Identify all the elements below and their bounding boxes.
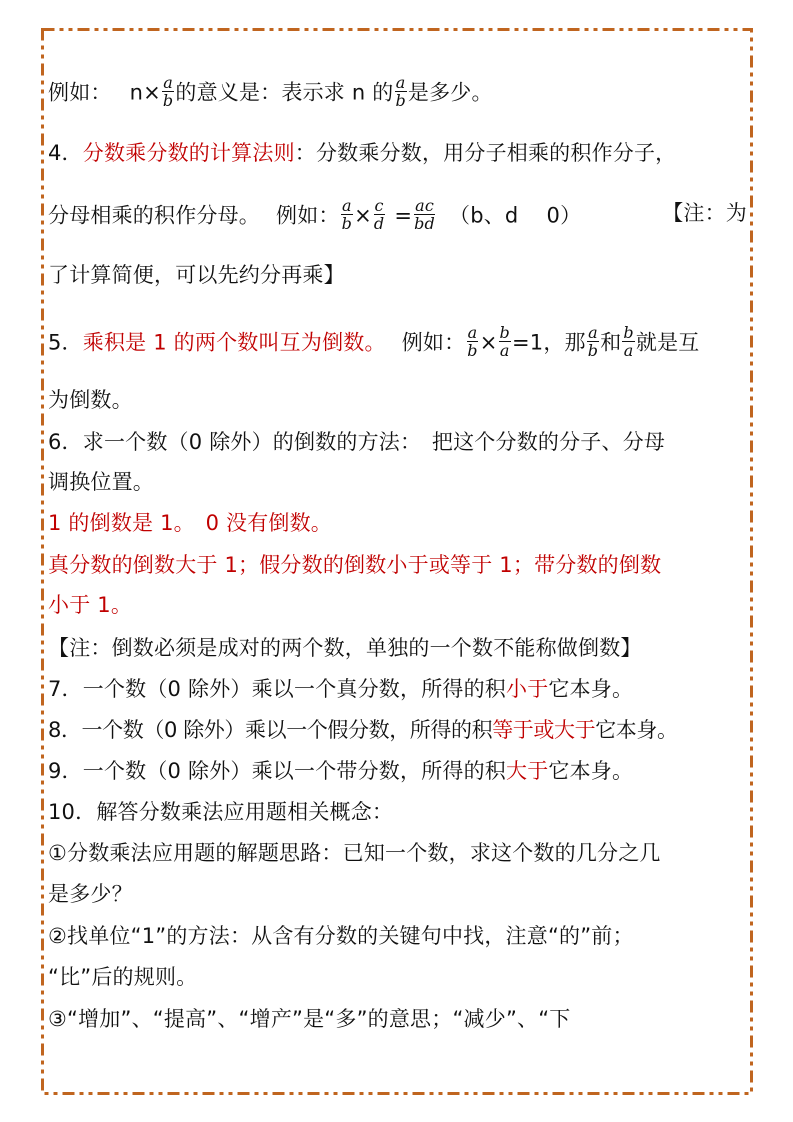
fraction-a-over-b bbox=[341, 197, 353, 232]
denominator: a bbox=[499, 341, 510, 360]
text: ②找单位“1”的方法：从含有分数的关键句中找，注意“的”前； bbox=[48, 924, 634, 948]
numerator: a bbox=[588, 323, 598, 342]
example-line-n-times-fraction bbox=[48, 73, 747, 111]
denominator: d bbox=[373, 214, 385, 233]
fraction-a-over-b bbox=[587, 324, 599, 359]
meaning-text: 的意义是：表示求 n 的 bbox=[175, 80, 394, 105]
numerator: b bbox=[499, 323, 510, 342]
item-8-improper-fraction-rule bbox=[48, 716, 747, 744]
fraction-b-over-a bbox=[499, 324, 511, 359]
item-number: 4． bbox=[48, 141, 83, 165]
text: 调换位置。 bbox=[48, 470, 154, 494]
numerator: ac bbox=[415, 196, 434, 215]
reciprocal-comparison-rule-line-2 bbox=[48, 591, 747, 619]
times-sign: × bbox=[354, 203, 372, 228]
equals-one: =1，那 bbox=[512, 330, 586, 355]
example-label: 例如： bbox=[401, 330, 466, 355]
numerator: b bbox=[623, 323, 634, 342]
denominator: b bbox=[395, 91, 406, 110]
item-9-mixed-number-rule bbox=[48, 757, 747, 785]
denominator: bd bbox=[414, 214, 435, 233]
text: 真分数的倒数大于 1；假分数的倒数小于或等于 1；带分数的倒数 bbox=[48, 553, 662, 577]
text: 10．解答分数乘法应用题相关概念： bbox=[48, 800, 394, 824]
fraction-b-over-a bbox=[622, 324, 634, 359]
item-5-reciprocal-definition bbox=[48, 323, 747, 361]
text: 6．求一个数（0 除外）的倒数的方法： 把这个分数的分子、分母 bbox=[48, 430, 666, 454]
fraction-c-over-d bbox=[373, 197, 385, 232]
text: 7．一个数（0 除外）乘以一个真分数，所得的积 bbox=[48, 677, 506, 701]
item-10-heading bbox=[48, 798, 747, 826]
text: ①分数乘法应用题的解题思路：已知一个数，求这个数的几分之几 bbox=[48, 841, 661, 865]
concept-2-line-2 bbox=[48, 963, 747, 991]
numerator: a bbox=[467, 323, 478, 342]
item-6-reciprocal-method bbox=[48, 428, 747, 456]
item-5-line-2 bbox=[48, 386, 747, 414]
fraction-a-over-b bbox=[466, 324, 478, 359]
reciprocal-of-one-note bbox=[48, 509, 747, 537]
text: 9．一个数（0 除外）乘以一个带分数，所得的积 bbox=[48, 759, 506, 783]
item-4-fraction-multiplication-rule bbox=[48, 139, 747, 167]
reciprocal-comparison-rule bbox=[48, 551, 747, 579]
text: “比”后的规则。 bbox=[48, 965, 198, 989]
fraction-ac-over-bd bbox=[413, 197, 436, 232]
text: ③“增加”、“提高”、“增产”是“多”的意思；“减少”、“下 bbox=[48, 1007, 571, 1031]
denominator: a bbox=[623, 341, 634, 360]
emphasis: 大于 bbox=[506, 759, 549, 783]
item-number: 5． bbox=[48, 330, 83, 355]
text: 是多少？ bbox=[48, 882, 133, 906]
numerator: a bbox=[163, 73, 174, 92]
fraction-a-over-b bbox=[394, 74, 406, 109]
definition-title: 乘积是 1 的两个数叫互为倒数。 bbox=[82, 330, 386, 355]
n-times: n× bbox=[129, 80, 161, 105]
item-6-line-2 bbox=[48, 468, 747, 496]
text: 1 的倒数是 1。 0 没有倒数。 bbox=[48, 511, 333, 535]
item-4-line-2 bbox=[48, 196, 747, 234]
emphasis: 等于或大于 bbox=[492, 718, 596, 742]
fraction-a-over-b bbox=[162, 74, 174, 109]
condition-text: （b、d 0） bbox=[449, 203, 582, 228]
text: 【注：倒数必须是成对的两个数，单独的一个数不能称做倒数】 bbox=[48, 636, 642, 660]
reciprocal-pair-note bbox=[48, 634, 747, 662]
concept-3 bbox=[48, 1005, 747, 1033]
and-text: 和 bbox=[600, 330, 622, 355]
text: 它本身。 bbox=[548, 677, 634, 701]
concept-1-line-2 bbox=[48, 880, 747, 908]
item-5-content bbox=[48, 323, 700, 361]
text: 为倒数。 bbox=[48, 388, 133, 412]
example-label: 例如： bbox=[276, 203, 340, 228]
concept-1 bbox=[48, 839, 747, 867]
denominator: b bbox=[587, 341, 599, 360]
numerator: a bbox=[341, 196, 352, 215]
emphasis: 小于 bbox=[506, 677, 549, 701]
rule-title: 分数乘分数的计算法则 bbox=[82, 141, 295, 165]
item-4-content bbox=[48, 139, 676, 167]
note-text: 了计算简便，可以先约分再乘】 bbox=[48, 263, 345, 287]
text: 8．一个数（0 除外）乘以一个假分数，所得的积 bbox=[48, 718, 493, 742]
denominator: b bbox=[162, 91, 174, 110]
equals-sign: = bbox=[394, 203, 413, 228]
rule-text-cont: 分母相乘的积作分母。 bbox=[48, 203, 260, 228]
numerator: a bbox=[395, 73, 406, 92]
text: 小于 1。 bbox=[48, 593, 133, 617]
tail-text: 就是互 bbox=[635, 330, 700, 355]
concept-2 bbox=[48, 922, 747, 950]
text: 它本身。 bbox=[548, 759, 634, 783]
denominator: b bbox=[467, 341, 478, 360]
denominator: b bbox=[341, 214, 353, 233]
example-label: 例如： bbox=[48, 80, 112, 105]
times-sign: × bbox=[479, 330, 498, 355]
item-4-line-3 bbox=[48, 261, 747, 289]
item-4-line-2-content bbox=[48, 196, 582, 234]
note-start: 【注：为 bbox=[662, 201, 747, 225]
suffix-text: 是多少。 bbox=[407, 80, 493, 105]
numerator: c bbox=[374, 196, 384, 215]
item-7-proper-fraction-rule bbox=[48, 675, 747, 703]
rule-text: ：分数乘分数，用分子相乘的积作分子， bbox=[294, 141, 677, 165]
text: 它本身。 bbox=[595, 718, 678, 742]
